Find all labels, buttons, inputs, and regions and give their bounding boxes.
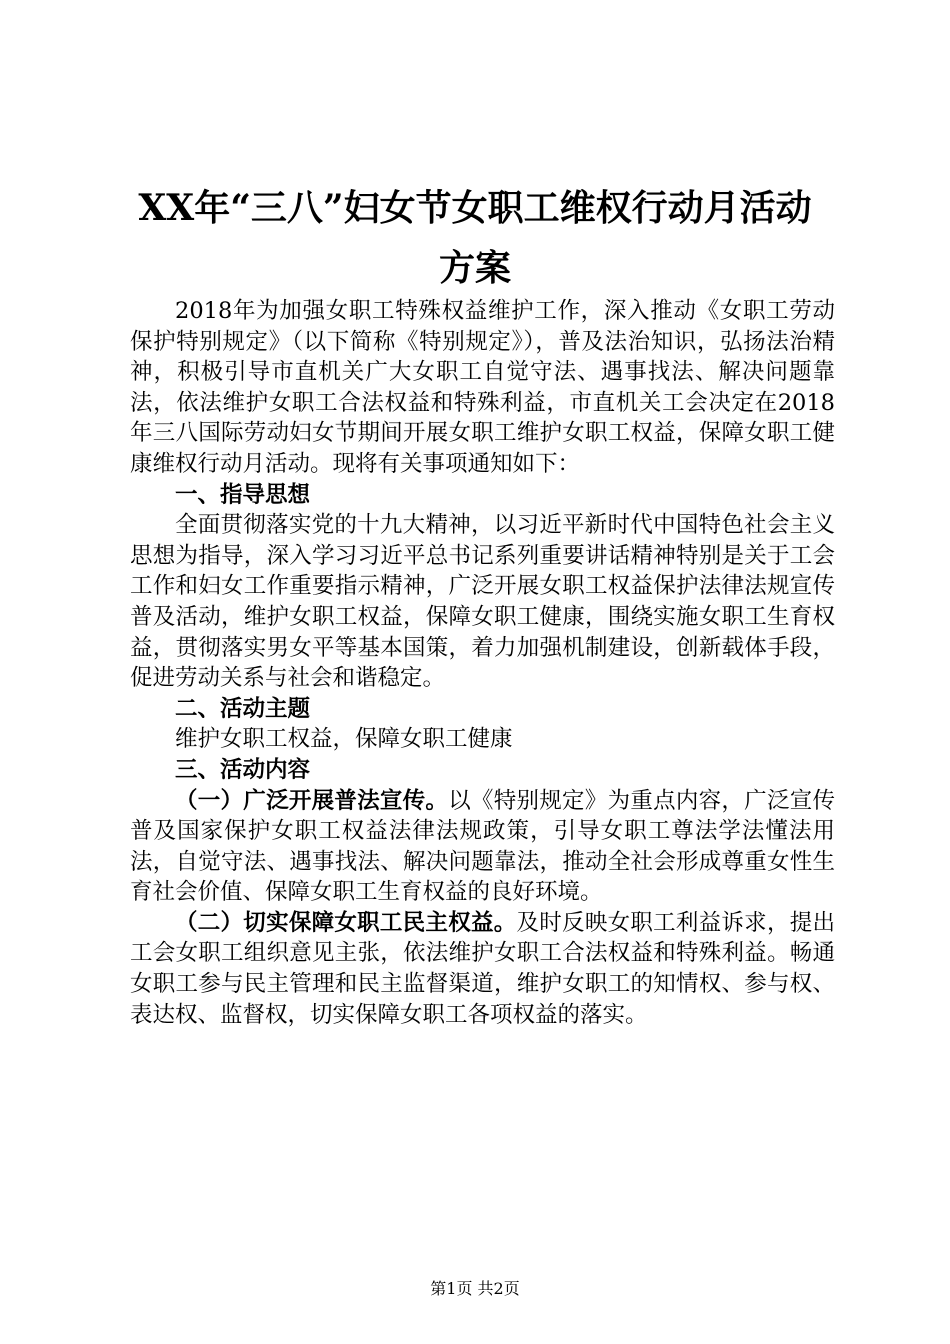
content-item-1-lead: （一）广泛开展普法宣传。	[175, 787, 449, 814]
intro-paragraph: 2018年为加强女职工特殊权益维护工作，深入推动《女职工劳动保护特别规定》（以下简称《特别规定》），普及法治知识，弘扬法治精神，积极引导市直机关广大女职工自觉守法、遇事找法、解决问题靠法，依法维护女职工合法权益和特殊利益，市直机关工会决定在2018年三八国际劳动妇女节期间开展女职工维护女职工权益，保障女职工健康维权行动月活动。现将有关事项通知如下：	[130, 298, 835, 477]
content-item-2-text: 及时反映女职工利益诉求，提出工会女职工组织意见主张，依法维护女职工合法权益和特殊利益。畅通女职工参与民主管理和民主监督渠道，维护女职工的知情权、参与权、表达权、监督权，切实保障女职工各项权益的落实。	[130, 909, 835, 1028]
document-title-line2: 方案	[438, 247, 511, 289]
content-item-2-lead: （二）切实保障女职工民主权益。	[175, 909, 517, 936]
content-item-1	[130, 786, 835, 908]
content-item-2	[130, 908, 835, 1030]
section-heading-activity-content: 三、活动内容	[175, 756, 311, 783]
page-footer: 第1页 共2页	[430, 1279, 520, 1298]
document-title-line1: XX年“三八”妇女节女职工维权行动月活动	[138, 187, 812, 229]
section-heading-guiding-ideology: 一、指导思想	[175, 481, 311, 508]
document-body	[130, 296, 835, 1030]
section-text-activity-theme: 维护女职工权益，保障女职工健康	[175, 726, 513, 753]
section-text-guiding-ideology: 全面贯彻落实党的十九大精神，以习近平新时代中国特色社会主义思想为指导，深入学习习近平总书记系列重要讲话精神特别是关于工会工作和妇女工作重要指示精神，广泛开展女职工权益保护法律法规宣传普及活动，维护女职工权益，保障女职工健康，围绕实施女职工生育权益，贯彻落实男女平等基本国策，着力加强机制建设，创新载体手段，促进劳动关系与社会和谐稳定。	[130, 512, 835, 692]
content-item-1-text: 以《特别规定》为重点内容，广泛宣传普及国家保护女职工权益法律法规政策，引导女职工尊法学法懂法用法，自觉守法、遇事找法、解决问题靠法，推动全社会形成尊重女性生育社会价值、保障女职工生育权益的良好环境。	[130, 787, 835, 906]
section-heading-activity-theme: 二、活动主题	[175, 695, 311, 722]
